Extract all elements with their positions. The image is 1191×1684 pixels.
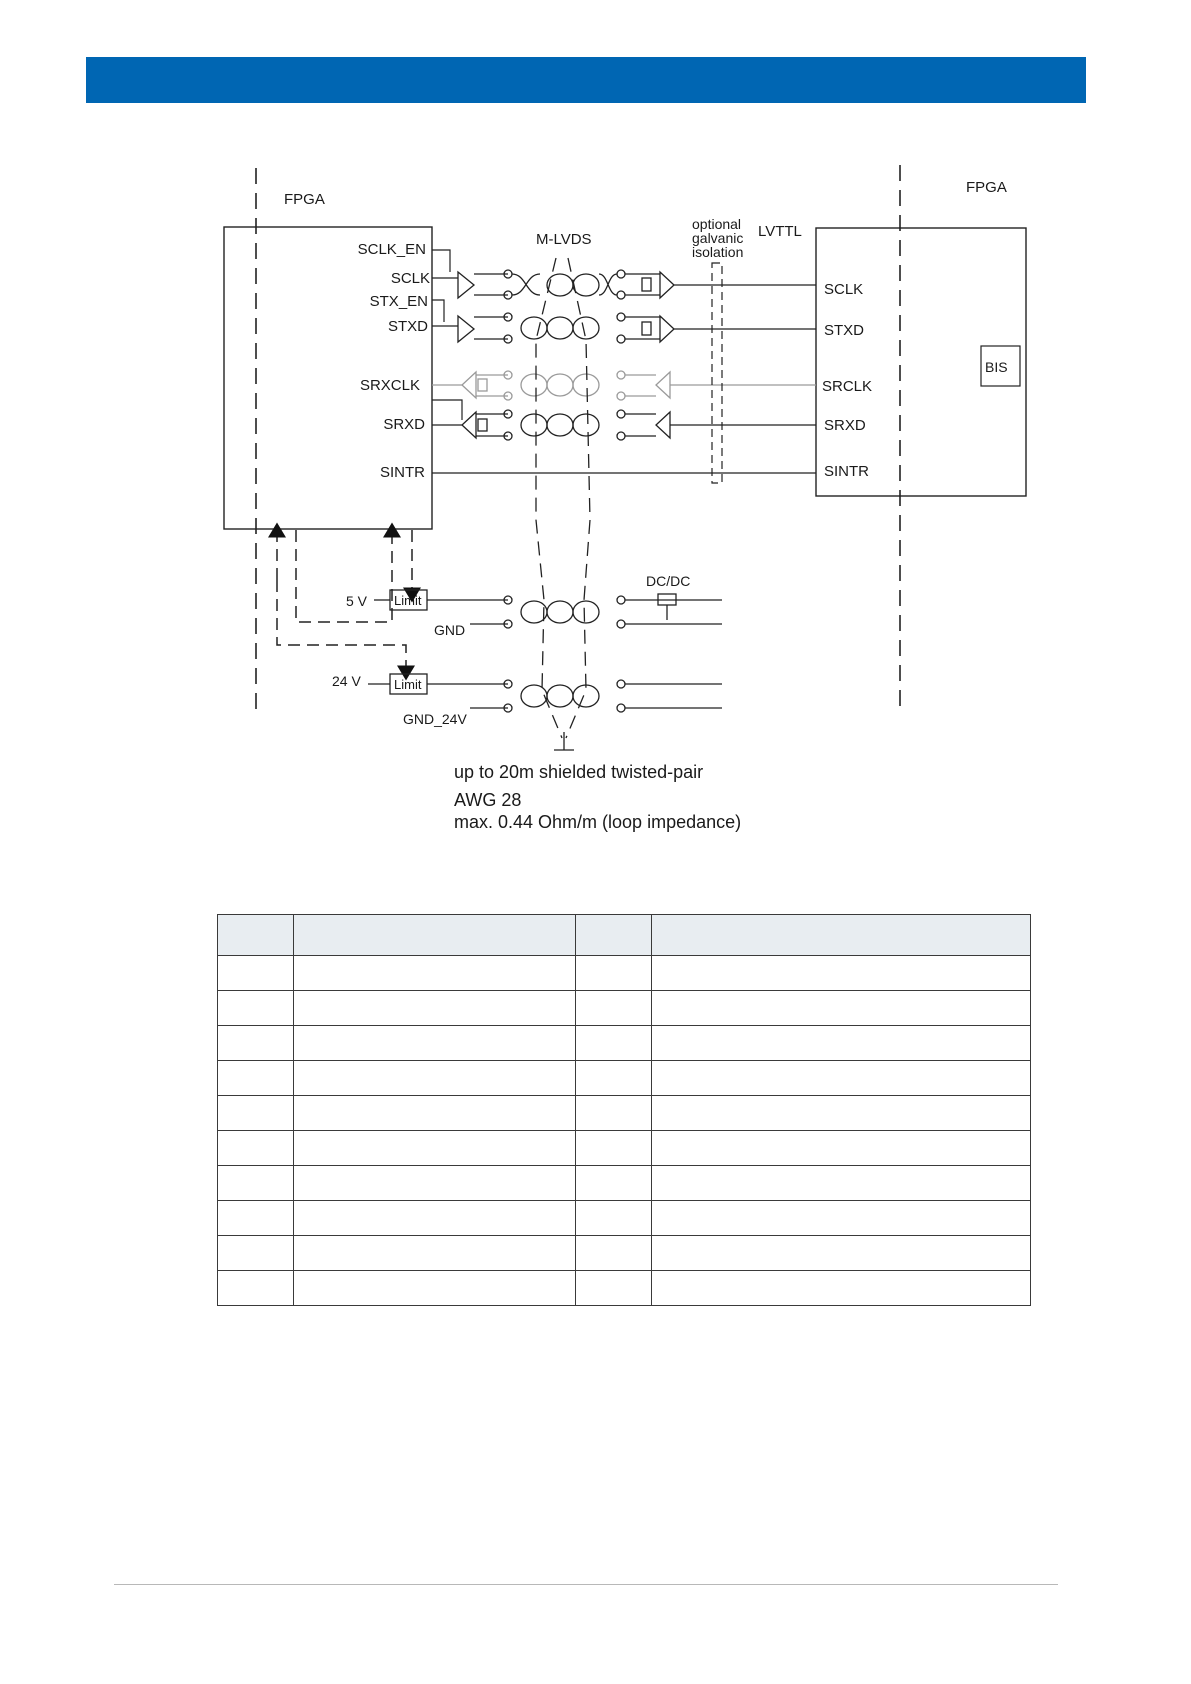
mlvds-label: M-LVDS [536,231,592,248]
table-cell [576,1166,652,1201]
pin-table [217,914,1031,1306]
table-cell [576,956,652,991]
table-cell [576,1271,652,1306]
signal-srxd-right: SRXD [824,417,866,434]
bis-label: BIS [985,359,1008,375]
table-row [218,1131,1031,1166]
table-cell [294,1061,576,1096]
table-header-cell [576,915,652,956]
table-row [218,1201,1031,1236]
shield-line-left [536,258,562,738]
table-cell [218,956,294,991]
isolation-label-2: galvanic [692,230,744,246]
table-cell [294,956,576,991]
table-cell [218,1166,294,1201]
signal-srxd-left: SRXD [383,416,425,433]
signal-stxd-right: STXD [824,322,865,339]
table-cell [576,1096,652,1131]
left-fpga-label: FPGA [284,191,325,208]
isolation-label-3: isolation [692,244,744,260]
label-5v: 5 V [346,593,368,609]
shield-line-right [566,258,590,738]
table-cell [294,1026,576,1061]
table-cell [652,1131,1031,1166]
table-cell [218,1131,294,1166]
table-cell [218,1061,294,1096]
cable-note-1: up to 20m shielded twisted-pair [454,762,704,782]
table-row [218,1061,1031,1096]
signal-stx-en-left: STX_EN [369,293,428,310]
table-row [218,991,1031,1026]
table-cell [652,1166,1031,1201]
table-cell [294,1131,576,1166]
table-header-row [218,915,1031,956]
table-row [218,956,1031,991]
table-cell [576,1061,652,1096]
table-cell [652,956,1031,991]
table-row [218,1271,1031,1306]
table-cell [652,991,1031,1026]
power-5v [374,590,722,628]
table-cell [652,1026,1031,1061]
table-cell [294,1166,576,1201]
label-dcdc: DC/DC [646,573,691,589]
srxclk-channel [432,371,816,400]
signal-sclk-left: SCLK [390,270,430,287]
limit-label-5v: Limit [394,593,422,608]
table-cell [576,1026,652,1061]
isolation-label-1: optional [692,216,742,232]
table-cell [652,1236,1031,1271]
signal-sclk-en-left: SCLK_EN [357,241,426,258]
table-cell [652,1201,1031,1236]
label-gnd24v: GND_24V [403,711,467,727]
table-cell [218,1236,294,1271]
isolation-box [712,263,722,483]
table-cell [218,1096,294,1131]
table-row [218,1236,1031,1271]
table-cell [576,1201,652,1236]
table-cell [294,991,576,1026]
stxd-channel [432,313,816,343]
table-row [218,1026,1031,1061]
right-fpga-label: FPGA [966,179,1007,196]
sclk-channel [432,270,816,299]
signal-srclk-right: SRCLK [822,378,873,395]
table-cell [294,1271,576,1306]
signal-srxclk-left: SRXCLK [359,377,420,394]
table-cell [218,1201,294,1236]
table-cell [576,991,652,1026]
table-cell [294,1236,576,1271]
lvttl-label: LVTTL [758,223,802,240]
footer-rule [114,1584,1058,1585]
table-header-cell [294,915,576,956]
table-cell [294,1201,576,1236]
table-cell [652,1061,1031,1096]
limit-label-24v: Limit [394,677,422,692]
table-cell [218,1026,294,1061]
srxd-channel [432,410,816,440]
table-cell [218,1271,294,1306]
label-24v: 24 V [332,673,361,689]
table-row [218,1166,1031,1201]
label-gnd: GND [434,622,466,638]
signal-sclk-right: SCLK [824,281,864,298]
signal-sintr-right: SINTR [824,463,869,480]
table-cell [576,1131,652,1166]
table-header-cell [218,915,294,956]
table-row [218,1096,1031,1131]
signal-stxd-left: STXD [387,318,428,335]
table-cell [294,1096,576,1131]
table-cell [576,1236,652,1271]
table-cell [218,991,294,1026]
table-header-cell [652,915,1031,956]
signal-sintr-left: SINTR [380,464,425,481]
table-cell [652,1271,1031,1306]
cable-note-2: AWG 28 [454,790,522,810]
table-cell [652,1096,1031,1131]
cable-note-3: max. 0.44 Ohm/m (loop impedance) [454,812,742,832]
